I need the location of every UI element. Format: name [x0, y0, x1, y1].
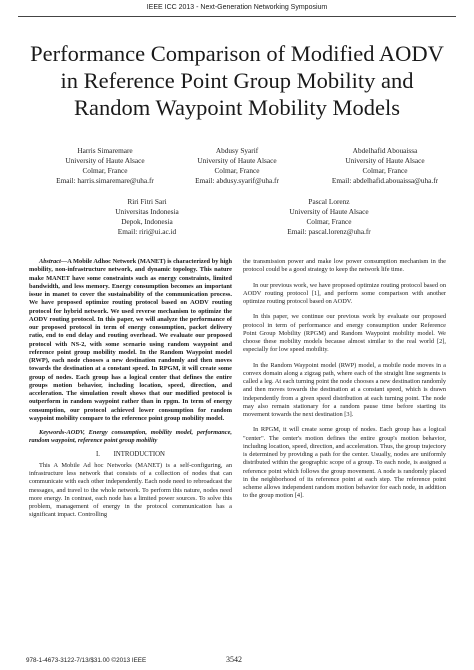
section-heading: I. INTRODUCTION — [96, 450, 165, 458]
author-name: Abdelhafid Abouaissa — [352, 146, 418, 155]
author-affiliation: University of Haute Alsace — [345, 156, 425, 165]
author-name: Harris Simaremare — [77, 146, 133, 155]
body-paragraph: This A Mobile Ad hoc Networks (MANET) is a self-configuring, an infrastructure less network that consists of a collection of nodes that can communicate with each other independently. Each node need to rebroadcast the messages, and travel to the whole network. To perform this nature, nodes need more energy. In contrast, each node has a limited power sources. To solve this problem, management of energy in the protocol communication has a significant impact. Controlling — [29, 461, 232, 519]
abstract — [29, 258, 232, 423]
abstract-text: —A Mobile Adhoc Network (MANET) is characterized by high mobility, non-infrastructure network, and dynamic topology. This nature make MANET have some constraints such as energy constraints, limited bandwidth, and less memory. Energy consumption becomes an important issue in manet to cover the sustainability of the communication process. We have proposed optimize routing protocol based on AODV routing protocol for hybrid network. We used reverse mechanism to optimize the AODV routing protocol. In this paper, we will analyze the performance of our proposed protocol in term of energy consumption, packet delivery ratio, end to end delay and routing overhead. We evaluate our proposed protocol with NS-2, with some scenario using random waypoint and reference point group mobility model. In the Random Waypoint model (RWP), each node chooses a new destination randomly and then moves towards the destination at a constant speed. In RPGM, it will create some group of nodes. Each group has a logical center that defines the entire groups motion behavior, including location, speed, direction, and acceleration. The simulation result shows that our modified protocol is outperform in random waypoint rather than in rpgm. In term of energy consumption, our protocol achieved lower consumption for random waypoint mobility compare to the reference point group mobility model. — [29, 258, 232, 422]
author-location: Colmar, France — [214, 166, 260, 175]
left-column — [29, 258, 232, 520]
author-affiliation: University of Haute Alsace — [197, 156, 277, 165]
author-name: Riri Fitri Sari — [127, 197, 167, 206]
body-paragraph: In the Random Waypoint model (RWP) model, a mobile node moves in a convex domain along a zigzag path, where each of the straight line segments is called a leg. At each turning point the node chooses a new destination randomly and then moves towards the destination at a constant speed, which is drawn independently from a given speed distribution at each turning point. The node may also remain stationary for a random pause time before starting its movement towards the next destination [3]. — [243, 361, 446, 418]
paper-title: Performance Comparison of Modified AODV in Reference Point Group Mobility and Random Waypoint Mobility Models — [30, 41, 444, 120]
author-block — [92, 197, 202, 237]
author-affiliation: Universitas Indonesia — [115, 207, 179, 216]
author-location: Colmar, France — [306, 217, 352, 226]
author-block — [50, 146, 160, 186]
author-email: Email: abdusy.syarif@uha.fr — [195, 176, 279, 185]
author-location: Colmar, France — [82, 166, 128, 175]
body-paragraph: the transmission power and make low power consumption mechanism in the protocol could be a good strategy to keep the network life time. — [243, 258, 446, 274]
author-email: Email: harris.simaremare@uha.fr — [56, 176, 154, 185]
author-name: Pascal Lorenz — [308, 197, 350, 206]
body-paragraph: In RPGM, it will create some group of nodes. Each group has a logical "center". The center's motion defines the entire group's motion behavior, including location, speed, direction, and acceleration. Thus, the group trajectory is determined by providing a path for the center. Usually, nodes are uniformly distributed within the geographic scope of a group. To each node, is assigned a reference point which follows the group movement. A node is randomly placed in the neighborhood of its reference point at each step. The reference point scheme allows independent random motion behavior for each node, in addition to the group motion [4]. — [243, 426, 446, 500]
author-block — [274, 197, 384, 237]
author-location: Colmar, France — [362, 166, 408, 175]
author-email: Email: abdelhafid.abouaissa@uha.fr — [331, 176, 439, 185]
body-paragraph: In this paper, we continue our previous work by evaluate our proposed protocol in term of performance and energy consumption under Reference Point Group Mobility (RPGM) and Random Waypoint mobility model. We choose these mobility models because almost similar to the real world [2], especially for low speed mobility. — [243, 313, 446, 354]
author-affiliation: University of Haute Alsace — [65, 156, 145, 165]
right-column — [243, 258, 446, 501]
author-name: Abdusy Syarif — [215, 146, 259, 155]
author-affiliation: University of Haute Alsace — [289, 207, 369, 216]
abstract-label: Abstract — [39, 258, 61, 265]
body-paragraph: In our previous work, we have proposed optimize routing protocol based on AODV routing protocol [1], and perform some comparison with another optimize routing protocol based on AODV. — [243, 281, 446, 305]
author-block — [325, 146, 445, 186]
author-block — [182, 146, 292, 186]
header-rule — [18, 16, 456, 17]
author-location: Depok, Indonesia — [121, 217, 173, 226]
page-number: 3542 — [226, 655, 242, 664]
keywords: Keywords-AODV, Energy consumption, mobility model, performance, random waypoint, reference point group mobility — [29, 429, 232, 445]
conference-header: IEEE ICC 2013 - Next-Generation Networking Symposium — [146, 4, 328, 11]
author-email: Email: riri@ui.ac.id — [117, 227, 177, 236]
copyright-footer: 978-1-4673-3122-7/13/$31.00 ©2013 IEEE — [26, 657, 147, 664]
author-email: Email: pascal.lorenz@uha.fr — [287, 227, 371, 236]
